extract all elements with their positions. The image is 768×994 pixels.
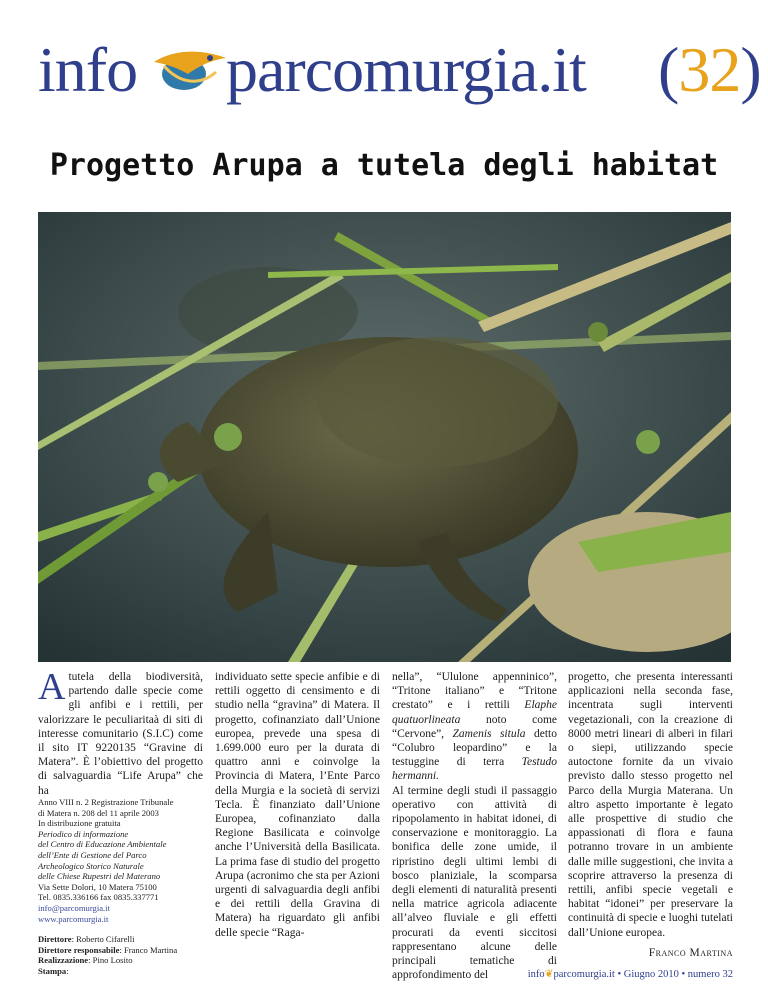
article-text-1: tutela della biodiversità, partendo dalle specie come gli anfibi e i rettili, per valorizzare le peculiaritaà di siti di interesse comunitario (S.I.C) come il sito IT 9220135 “Gravine di Matera”. È l’obiettivo del progetto di salvaguardia “Life Arupa” che ha (38, 671, 203, 797)
imprint-line: del Centro di Educazione Ambientale (38, 839, 167, 850)
footer-logo-icon: ❦ (544, 969, 554, 980)
masthead-info: info (38, 34, 138, 105)
email-link[interactable]: info@parcomurgia.it (38, 902, 110, 913)
article-column-2 (215, 670, 380, 940)
imprint-line: di Matera n. 208 del 11 aprile 2003 (38, 807, 159, 818)
issue-number: (32) (658, 34, 761, 105)
article-text-3: nella”, “Ululone appenninico”, “Tritone italiano” e “Tritone crestato” e i rettili Elaphe quatuorlineata noto come “Cervone”, Zamenis situla detto “Colubro leopardino” e la testuggine di terra Testudo hermanni. (392, 671, 557, 783)
article-column-1 (38, 666, 203, 798)
imprint-line: In distribuzione gratuita (38, 818, 121, 829)
imprint-line: Via Sette Dolori, 10 Matera 75100 (38, 881, 157, 892)
article-column-3 (392, 670, 557, 982)
imprint-line: Periodico di informazione (38, 828, 129, 839)
imprint-line: Tel. 0835.336166 fax 0835.337771 (38, 892, 159, 903)
toad-photo (38, 212, 731, 662)
imprint-line: dell’Ente di Gestione del Parco (38, 849, 147, 860)
website-link[interactable]: www.parcomurgia.it (38, 913, 109, 924)
headline: Progetto Arupa a tutela degli habitat (49, 148, 719, 183)
drop-cap: A (38, 666, 66, 708)
imprint-line: delle Chiese Rupestri del Materano (38, 871, 161, 882)
page-footer: info❦parcomurgia.it • Giugno 2010 • numero 32 (527, 969, 733, 980)
article-text-4: progetto, che presenta interessanti applicazioni nella seconda fase, incentrata sugli interventi vegetazionali, con la creazione di 8000 metri lineari di alberi in filari o siepi, utilizzando specie autoctone fornite da un vivaio previsto dallo stesso progetto nel Parco della Murgia Materana. Un altro aspetto importante è legato alle prospettive di studio che appassionati di flora e fauna potranno trovare in un ambiente dalle mille suggestioni, che invita a scoprire attraverso la presenza di rettili, anfibi specie vegetali e habitat “idonei” per preservare la continuità di specie e luoghi tutelati dall’Unione europea. (568, 671, 733, 939)
article-column-4 (568, 670, 733, 960)
imprint-line: Archeologico Storico Naturale (38, 860, 144, 871)
imprint-print: Stampa: (38, 965, 69, 976)
author-signature: Franco Martina (648, 946, 733, 959)
bird-logo-icon (150, 44, 228, 96)
imprint-director: Direttore: Roberto Cifarelli (38, 934, 135, 945)
imprint-production: Realizzazione: Pino Losito (38, 955, 133, 966)
imprint-box (38, 797, 203, 977)
imprint-responsible: Direttore responsabile: Franco Martina (38, 944, 178, 955)
imprint-line: Anno VIII n. 2 Registrazione Tribunale (38, 797, 174, 807)
masthead (38, 30, 761, 110)
article-text-3b: Al termine degli studi il passaggio operativo con attività di ripopolamento in habitat idonei, di conservazione e monitoraggio. La bonifica delle zone umide, il ripristino degli ultimi lembi di bosco planiziale, la scomparsa degli elementi di naturalità presenti nella matrice agricola adiacente all’alveo fluviale e gli effetti procurati da eventi siccitosi rappresentano alcune delle principali tematiche di approfondimento del (392, 784, 557, 982)
article-text-2: individuato sette specie anfibie e di rettili oggetto di censimento e di studio nella “gravina” di Matera. Il progetto, cofinanziato dall’Unione europea, prevede una spesa di 1.699.000 euro per la durata di quattro anni e coinvolge la Provincia di Matera, l’Ente Parco della Murgia e la società di servizi Tecla. È finanziato dall’Unione Europea, cofinanziato dalla Regione Basilicata e coinvolge anche l’Università della Basilicata. La prima fase di studio del progetto Arupa (acronimo che sta per Azioni urgenti di salvaguardia degli anfibi e dei rettili della Gravina di Matera) ha riguardato gli anfibi delle specie “Raga- (215, 671, 380, 939)
masthead-parcomurgia: parcomurgia.it (226, 34, 586, 105)
